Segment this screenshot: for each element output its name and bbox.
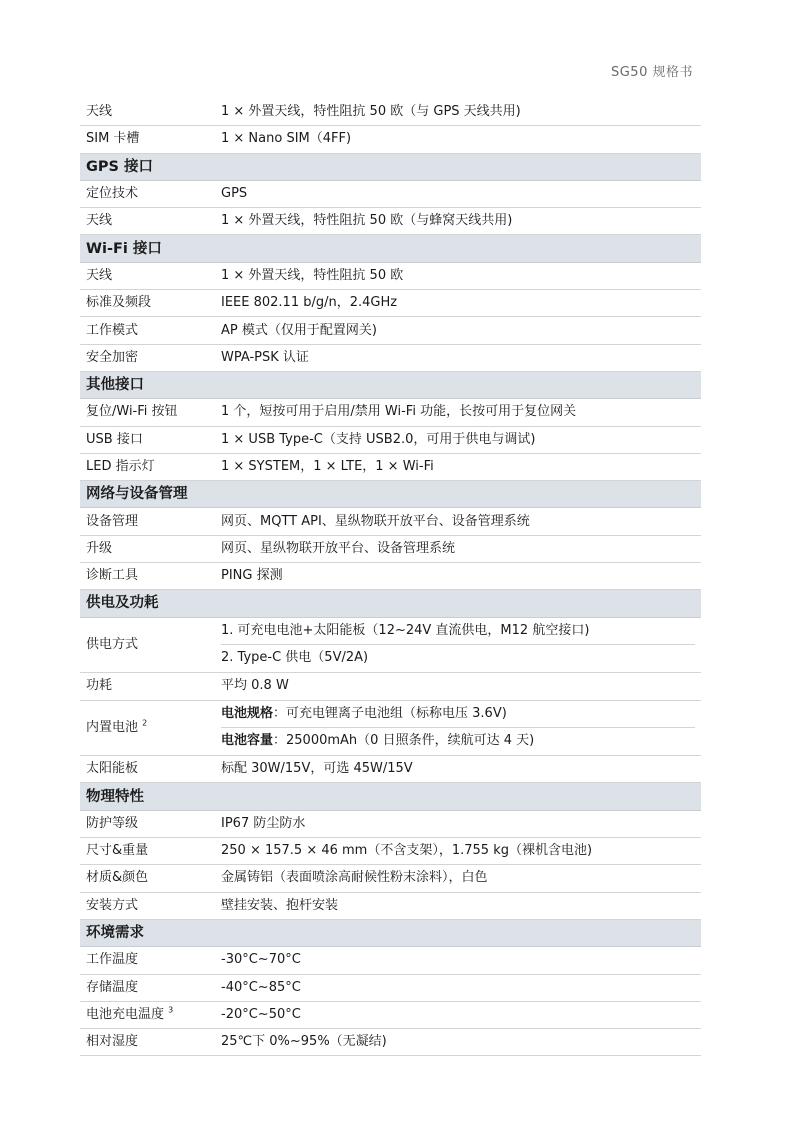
section-title: GPS 接口 bbox=[80, 153, 701, 180]
section-title: 供电及功耗 bbox=[80, 590, 701, 617]
document-header-title: SG50 规格书 bbox=[610, 65, 693, 80]
spec-value: 网页、星纵物联开放平台、设备管理系统 bbox=[215, 535, 701, 562]
spec-value: 1 × SYSTEM，1 × LTE，1 × Wi-Fi bbox=[215, 453, 701, 480]
section-header-row bbox=[80, 590, 701, 617]
spec-label: 防护等级 bbox=[80, 810, 215, 837]
spec-value: 壁挂安装、抱杆安装 bbox=[215, 892, 701, 919]
spec-value: -40°C~85°C bbox=[215, 974, 701, 1001]
spec-row bbox=[80, 535, 701, 562]
spec-value: 1 × 外置天线，特性阻抗 50 欧 bbox=[215, 262, 701, 289]
spec-label: 升级 bbox=[80, 535, 215, 562]
spec-label: 功耗 bbox=[80, 673, 215, 700]
spec-label: 天线 bbox=[80, 208, 215, 235]
spec-value-line: 2. Type-C 供电（5V/2A) bbox=[221, 644, 695, 672]
spec-label: 天线 bbox=[80, 262, 215, 289]
spec-value-line: 电池规格：可充电锂离子电池组（标称电压 3.6V) bbox=[221, 705, 507, 721]
spec-value: 网页、MQTT API、星纵物联开放平台、设备管理系统 bbox=[215, 508, 701, 535]
spec-value-line: 电池容量：25000mAh（0 日照条件，续航可达 4 天) bbox=[221, 727, 695, 755]
spec-row bbox=[80, 974, 701, 1001]
spec-label: 复位/Wi-Fi 按钮 bbox=[80, 399, 215, 426]
spec-value-bold-label: 电池规格 bbox=[221, 705, 274, 721]
spec-row bbox=[80, 1029, 701, 1056]
spec-table bbox=[80, 99, 701, 1056]
spec-table-body bbox=[80, 99, 701, 1056]
spec-value-multiline bbox=[215, 700, 701, 756]
spec-label: SIM 卡槽 bbox=[80, 126, 215, 153]
spec-label: 太阳能板 bbox=[80, 756, 215, 783]
spec-label: 工作温度 bbox=[80, 947, 215, 974]
spec-label: 存储温度 bbox=[80, 974, 215, 1001]
section-header-row bbox=[80, 783, 701, 810]
spec-value: GPS bbox=[215, 180, 701, 207]
spec-label: 标准及频段 bbox=[80, 290, 215, 317]
spec-row bbox=[80, 947, 701, 974]
section-header-row bbox=[80, 919, 701, 946]
spec-value: 标配 30W/15V，可选 45W/15V bbox=[215, 756, 701, 783]
spec-row bbox=[80, 290, 701, 317]
spec-label: 定位技术 bbox=[80, 180, 215, 207]
spec-row bbox=[80, 673, 701, 700]
section-header-row bbox=[80, 371, 701, 398]
spec-row bbox=[80, 700, 701, 756]
section-header-row bbox=[80, 235, 701, 262]
spec-value-line: 1. 可充电电池+太阳能板（12~24V 直流供电，M12 航空接口) bbox=[221, 622, 590, 638]
spec-label: 天线 bbox=[80, 99, 215, 126]
spec-value: 1 个，短按可用于启用/禁用 Wi-Fi 功能，长按可用于复位网关 bbox=[215, 399, 701, 426]
spec-label: 工作模式 bbox=[80, 317, 215, 344]
spec-row bbox=[80, 892, 701, 919]
spec-value: IEEE 802.11 b/g/n，2.4GHz bbox=[215, 290, 701, 317]
spec-label: 材质&颜色 bbox=[80, 865, 215, 892]
spec-value: 1 × 外置天线，特性阻抗 50 欧（与 GPS 天线共用) bbox=[215, 99, 701, 126]
section-header-row bbox=[80, 153, 701, 180]
spec-label: 尺寸&重量 bbox=[80, 838, 215, 865]
spec-label: 内置电池 $^2$ bbox=[80, 700, 215, 756]
section-title: 其他接口 bbox=[80, 371, 701, 398]
spec-value: WPA-PSK 认证 bbox=[215, 344, 701, 371]
spec-value: -20°C~50°C bbox=[215, 1001, 701, 1028]
section-title: 环境需求 bbox=[80, 919, 701, 946]
spec-label: USB 接口 bbox=[80, 426, 215, 453]
spec-value: IP67 防尘防水 bbox=[215, 810, 701, 837]
spec-label: 电池充电温度 $^3$ bbox=[80, 1001, 215, 1028]
spec-label: LED 指示灯 bbox=[80, 453, 215, 480]
spec-label: 设备管理 bbox=[80, 508, 215, 535]
spec-label: 安全加密 bbox=[80, 344, 215, 371]
spec-row bbox=[80, 262, 701, 289]
spec-label: 安装方式 bbox=[80, 892, 215, 919]
spec-row bbox=[80, 756, 701, 783]
section-header-row bbox=[80, 481, 701, 508]
spec-value: 25℃下 0%~95%（无凝结) bbox=[215, 1029, 701, 1056]
spec-row bbox=[80, 317, 701, 344]
spec-label: 相对湿度 bbox=[80, 1029, 215, 1056]
spec-row bbox=[80, 426, 701, 453]
spec-row bbox=[80, 508, 701, 535]
spec-value: PING 探测 bbox=[215, 563, 701, 590]
spec-value: 250 × 157.5 × 46 mm（不含支架），1.755 kg（裸机含电池) bbox=[215, 838, 701, 865]
section-title: 网络与设备管理 bbox=[80, 481, 701, 508]
spec-value: 1 × USB Type-C（支持 USB2.0，可用于供电与调试) bbox=[215, 426, 701, 453]
spec-row bbox=[80, 399, 701, 426]
spec-row bbox=[80, 838, 701, 865]
spec-label: 供电方式 bbox=[80, 617, 215, 673]
spec-value: 金属铸铝（表面喷涂高耐候性粉末涂料），白色 bbox=[215, 865, 701, 892]
spec-row bbox=[80, 126, 701, 153]
spec-value-multiline bbox=[215, 617, 701, 673]
spec-row bbox=[80, 208, 701, 235]
spec-value: 1 × 外置天线，特性阻抗 50 欧（与蜂窝天线共用) bbox=[215, 208, 701, 235]
section-title: Wi-Fi 接口 bbox=[80, 235, 701, 262]
spec-label: 诊断工具 bbox=[80, 563, 215, 590]
spec-value-bold-label: 电池容量 bbox=[221, 733, 274, 749]
footnote-marker: 3 bbox=[168, 1005, 174, 1015]
spec-row bbox=[80, 617, 701, 673]
spec-row bbox=[80, 1001, 701, 1028]
spec-row bbox=[80, 344, 701, 371]
spec-row bbox=[80, 180, 701, 207]
spec-value: AP 模式（仅用于配置网关) bbox=[215, 317, 701, 344]
footnote-marker: 2 bbox=[142, 718, 148, 728]
spec-row bbox=[80, 810, 701, 837]
spec-value: 平均 0.8 W bbox=[215, 673, 701, 700]
spec-value: -30°C~70°C bbox=[215, 947, 701, 974]
spec-row bbox=[80, 563, 701, 590]
section-title: 物理特性 bbox=[80, 783, 701, 810]
spec-row bbox=[80, 865, 701, 892]
spec-row bbox=[80, 99, 701, 126]
spec-row bbox=[80, 453, 701, 480]
spec-value: 1 × Nano SIM（4FF) bbox=[215, 126, 701, 153]
